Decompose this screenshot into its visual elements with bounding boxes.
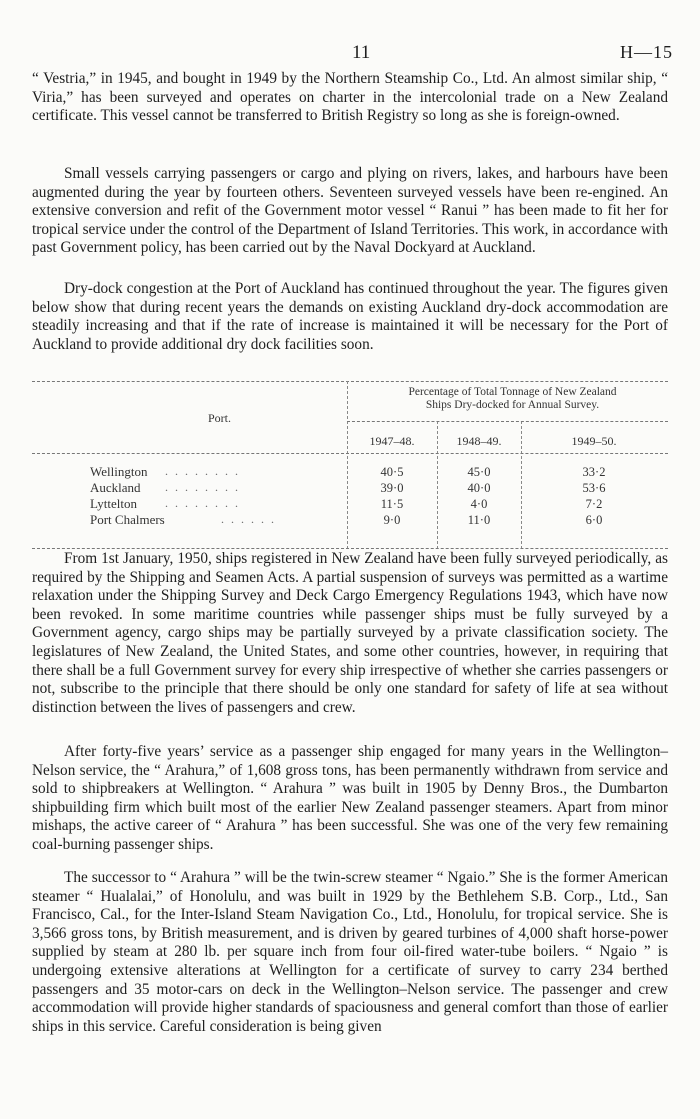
table-cell: 11·5	[380, 497, 404, 511]
table-cell: 11·0	[467, 513, 491, 527]
table-cell: 45·0	[467, 465, 491, 479]
table-caption-line1: Percentage of Total Tonnage of New Zealand	[408, 386, 617, 398]
table-bottom-rule	[32, 548, 668, 549]
leader-dots: . . . . . .	[221, 512, 276, 526]
table-cell: 9·0	[383, 513, 401, 527]
table-caption	[357, 386, 668, 412]
port-name: Auckland	[90, 480, 141, 495]
port-column-header: Port.	[208, 411, 232, 425]
leader-dots: . . . . . . . .	[165, 480, 240, 494]
paragraph-arahura: After forty-five years’ service as a passenger ship engaged for many years in the Wellington–Nelson service, the “ Arahura,” of 1,608 gross tons, has been permanently withdrawn from service and sold to shipbreakers at Wellington. “ Arahura ” was built in 1905 by Denny Bros., the Dumbarton shipbuilding firm which built most of the earlier New Zealand passenger steamers. Apart from minor mishaps, the active career of “ Arahura ” has been successful. She was one of the very few remaining coal-burning passenger ships.	[32, 743, 668, 853]
paragraph-dry-dock: Dry-dock congestion at the Port of Auckland has continued throughout the year. The figures given below show that during recent years the demands on existing Auckland dry-dock accommodation are steadily increasing and that if the rate of increase is maintained it will be necessary for the Port of Auckland to provide additional dry dock facilities soon.	[32, 280, 668, 353]
table-caption-line2: Ships Dry-docked for Annual Survey.	[425, 399, 600, 411]
dry-dock-table	[32, 381, 668, 549]
leader-dots: . . . . . . . .	[165, 464, 240, 478]
paragraph-survey-regulations: From 1st January, 1950, ships registered in New Zealand have been fully surveyed periodically, as required by the Shipping and Seamen Acts. A partial suspension of surveys was permitted as a wartime relaxation under the Shipping Survey and Deck Cargo Emergency Regulations 1943, which have now been revoked. In some maritime countries while passenger ships must be fully surveyed by a Government agency, cargo ships may be partially surveyed by a private classification society. The legislatures of New Zealand, the United States, and some other countries, however, in requiring that there shall be a full Government survey for every ship irrespective of whether she carries passengers or not, subscribe to the principle that there should be only one standard for safety of life at sea without distinction between the lives of passengers and crew.	[32, 550, 668, 716]
table-cell: 7·2	[585, 497, 603, 511]
table-cell: 6·0	[585, 513, 603, 527]
column-header-1948-49: 1948–49.	[456, 434, 502, 448]
table-cell: 33·2	[582, 465, 606, 479]
leader-dots: . . . . . . . .	[165, 496, 240, 510]
table-top-rule	[32, 381, 668, 382]
paragraph-vestria: “ Vestria,” in 1945, and bought in 1949 by the Northern Steamship Co., Ltd. An almost similar ship, “ Viria,” has been surveyed and operates on charter in the intercolonial trade on a New Zealand certificate. This vessel cannot be transferred to British Registry so long as she is foreign-owned.	[32, 70, 668, 125]
document-reference: H—15	[620, 42, 673, 62]
table-header-rule	[32, 453, 668, 454]
paragraph-small-vessels: Small vessels carrying passengers or cargo and plying on rivers, lakes, and harbours have been augmented during the year by fourteen others. Seventeen surveyed vessels have been re-engined. An extensive conversion and refit of the Government motor vessel “ Ranui ” has been made to fit her for tropical service under the control of the Department of Island Territories. This work, in accordance with past Government policy, has been carried out by the Naval Dockyard at Auckland.	[32, 165, 668, 257]
table-cell: 40·5	[380, 465, 404, 479]
table-cell: 39·0	[380, 481, 404, 495]
table-cell: 40·0	[467, 481, 491, 495]
paragraph-ngaio: The successor to “ Arahura ” will be the twin-screw steamer “ Ngaio.” She is the former American steamer “ Hualalai,” of Honolulu, and was built in 1929 by the Bethlehem S.B. Corp., Ltd., San Francisco, Cal., for the Inter-Island Steam Navigation Co., Ltd., Honolulu, for tropical service. She is 3,566 gross tons, by British measurement, and is driven by geared turbines of 4,000 shaft horse-power supplied by steam at 280 lb. per square inch from four oil-fired water-tube boilers. “ Ngaio ” is undergoing extensive alterations at Wellington for a certificate of survey to carry 234 berthed passengers and 35 motor-cars on deck in the Wellington–Nelson service. The passenger and crew accommodation will provide higher standards of spaciousness and general comfort than those of earlier ships in this service. Careful consideration is being given	[32, 869, 668, 1035]
page-number: 11	[352, 42, 371, 63]
table-caption-rule	[347, 421, 668, 422]
table-cell: 53·6	[582, 481, 606, 495]
column-header-1949-50: 1949–50.	[571, 434, 617, 448]
port-name: Port Chalmers	[90, 512, 165, 527]
table-cell: 4·0	[470, 497, 488, 511]
table-divider-col2	[437, 421, 438, 549]
column-header-1947-48: 1947–48.	[369, 434, 415, 448]
table-divider-col3	[521, 421, 522, 549]
port-name: Wellington	[90, 464, 148, 479]
page-header	[0, 42, 700, 66]
port-name: Lyttelton	[90, 496, 137, 511]
table-divider-port	[347, 381, 348, 549]
